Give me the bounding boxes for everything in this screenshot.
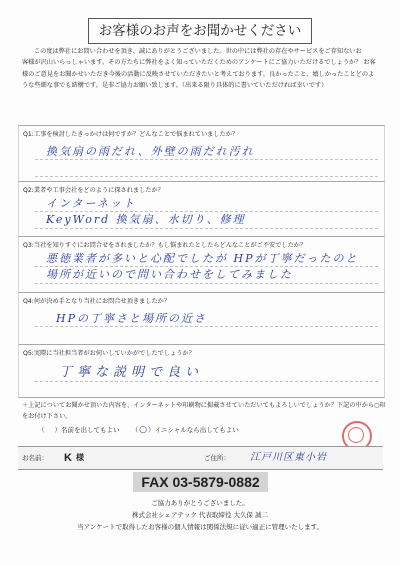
seal-inner-ring (348, 427, 364, 443)
option-label: イニシャルなら出してもよい (154, 426, 239, 434)
writing-line (35, 228, 378, 229)
form-title: お客様のお声をお聞かせください (88, 18, 312, 44)
question-label: Q4:何が決め手となり当社にお問合せ頂きましたか？ (23, 298, 171, 305)
intro-paragraph (22, 46, 386, 91)
intro-line: この度は弊社にお問い合わせを頂き、誠にありがとうございました。世の中には弊社の存在やサービスをご存知ないお (34, 48, 362, 55)
question-1 (18, 125, 385, 182)
question-4 (18, 292, 385, 345)
question-3 (18, 236, 385, 293)
writing-line (35, 381, 378, 382)
bracket-open: （ (38, 426, 45, 434)
name-label: お名前： (22, 454, 48, 462)
option-label: 名前を出してもよい (61, 426, 120, 434)
handwritten-answer: KeyWord 換気扇、水切り、修理 (46, 213, 246, 226)
thanks-text: ご協力ありがとうございました。 (151, 499, 249, 507)
bracket-close: ） (54, 426, 61, 434)
question-label: Q2:業者や工事会社をどのように探されましたか？ (23, 187, 164, 194)
handwritten-answer: 丁寧な説明で良い (59, 365, 204, 380)
writing-line (35, 159, 378, 160)
question-5 (18, 344, 385, 398)
privacy-notice: 当アンケートで取得したお客様の個人情報は関係法規に従い適正に管理いたします。 (76, 523, 324, 531)
honorific: 様 (76, 453, 84, 462)
handwritten-answer: 場所が近いので問い合わせをしてみました (46, 268, 293, 281)
intro-line: 様のご意見をお聞かせいただき今後の活動に反映させていただきたいと考えております。良かったこと、嬉しかったことどのよ (22, 70, 375, 78)
option-name-ok (38, 424, 120, 436)
question-label: Q3:当社を知りすぐにお問合せをされましたか？もし悩まれたとしたらどんなことがご不安でしたか？ (23, 242, 307, 249)
question-label: Q1:工事を検討したきっかけは何ですか？どんなことで悩まれていましたか？ (23, 131, 239, 138)
company-signature: 株式会社シェアテック 代表取締役 大久保 誠二 (131, 511, 269, 519)
question-2 (18, 181, 385, 237)
writing-line (35, 176, 378, 177)
notice-line: ＋上記についてお聞かせ頂いた内容を、インターネットや印刷物に掲載させていただいてもよろしいでしょうか？下記の中から○印 (22, 402, 386, 409)
option-initials-ok (132, 424, 239, 436)
notice-line: をお付け下さい。 (22, 413, 72, 420)
handwritten-answer: インターネット (46, 197, 137, 210)
writing-line (35, 211, 378, 212)
writing-line (35, 266, 378, 267)
publish-consent-notice (22, 400, 386, 422)
intro-line: うな些細な事でも結構です。是非ご協力お願い致します。（出来る限り具体的に書いていただければ幸いです） (22, 81, 328, 89)
address-label: ご住所： (204, 454, 230, 462)
fax-number: FAX 03-5879-0882 (133, 472, 268, 492)
handwritten-answer: 悪徳業者が多いと心配でしたが HPが丁寧だったのと (46, 252, 359, 265)
writing-line (35, 326, 378, 327)
question-label: Q5:実際に当社担当者がお伺いしていかがでしたでしょうか？ (23, 350, 195, 357)
handwritten-answer: 換気扇の雨だれ、外壁の雨だれ汚れ (46, 145, 255, 158)
bracket-open: （ (131, 426, 139, 434)
address-value: 江戸川区東小岩 (250, 452, 327, 463)
option-mark: ○ (139, 425, 147, 435)
intro-line: 客様が沢山いらっしゃいます。その方たちに弊社をよく知っていただくためのアンケートにご協力いただけるでしょうか？ お客 (22, 59, 376, 67)
name-value: K (64, 452, 72, 464)
name-address-row (18, 446, 383, 470)
writing-line (35, 283, 378, 284)
bracket-close: ） (148, 426, 155, 434)
publish-options (38, 424, 249, 436)
handwritten-answer: HPの丁寧さと場所の近さ (56, 312, 207, 325)
